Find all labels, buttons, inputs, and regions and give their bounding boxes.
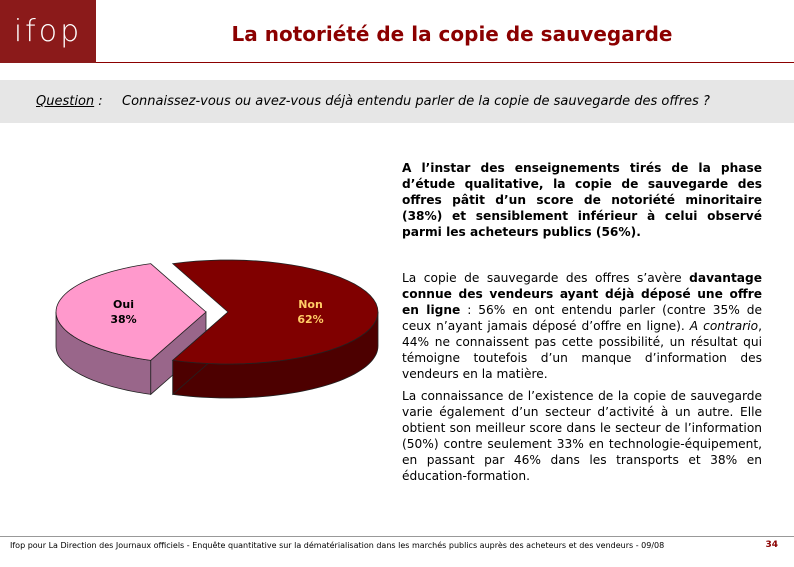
title-divider — [96, 62, 794, 63]
pie-chart — [40, 250, 380, 400]
p2-part-a: La copie de sauvegarde des offres s’avère — [402, 271, 690, 285]
p2-part-d: A contrario — [689, 319, 759, 333]
question-label — [36, 94, 103, 109]
logo-text: ifop — [13, 14, 83, 49]
page-number: 34 — [765, 540, 778, 550]
pie-label-oui: Oui 38% — [110, 298, 137, 326]
pie-label-non: Non 62% — [297, 298, 324, 326]
page-title: La notoriété de la copie de sauvegarde — [231, 22, 673, 46]
footer-text: Ifop pour La Direction des Journaux officiels - Enquête quantitative sur la dématérialisation dans les marchés publics auprès des acheteurs et des vendeurs - 09/08 — [10, 541, 665, 550]
p2-part-e: , 44% ne connaissent pas cette possibilité, un résultat qui témoigne toutefois d’un manque d’information des vendeurs en la matière. — [402, 319, 762, 381]
p2-part-b: davantage connue des vendeurs ayant déjà déposé une offre en ligne — [402, 271, 762, 317]
paragraph-sectors: La connaissance de l’existence de la copie de sauvegarde varie également d’un secteur d’activité à un autre. Elle obtient son meilleur score dans le secteur de l’information (50%) contre seulement 33% en technologie-équipement, en passant par 46% dans les transports et 38% en éducation-formation. — [402, 389, 762, 483]
p2-part-c: : 56% en ont entendu parler (contre 35% de ceux n’ayant jamais déposé d’offre en ligne). — [402, 303, 762, 333]
question-text: Connaissez-vous ou avez-vous déjà entendu parler de la copie de sauvegarde des offres ? — [122, 94, 710, 109]
paragraph-vendors — [402, 270, 762, 382]
footer-divider — [0, 536, 794, 537]
question-bar — [0, 80, 794, 123]
paragraph-intro: A l’instar des enseignements tirés de la phase d’étude qualitative, la copie de sauvegarde des offres pâtit d’un score de notoriété minoritaire (38%) et sensiblement inférieur à celui observé parmi les acheteurs publics (56%). — [402, 161, 762, 239]
ifop-logo — [0, 0, 96, 63]
question-label-suffix: : — [94, 94, 103, 109]
question-label-word: Question — [36, 94, 95, 109]
